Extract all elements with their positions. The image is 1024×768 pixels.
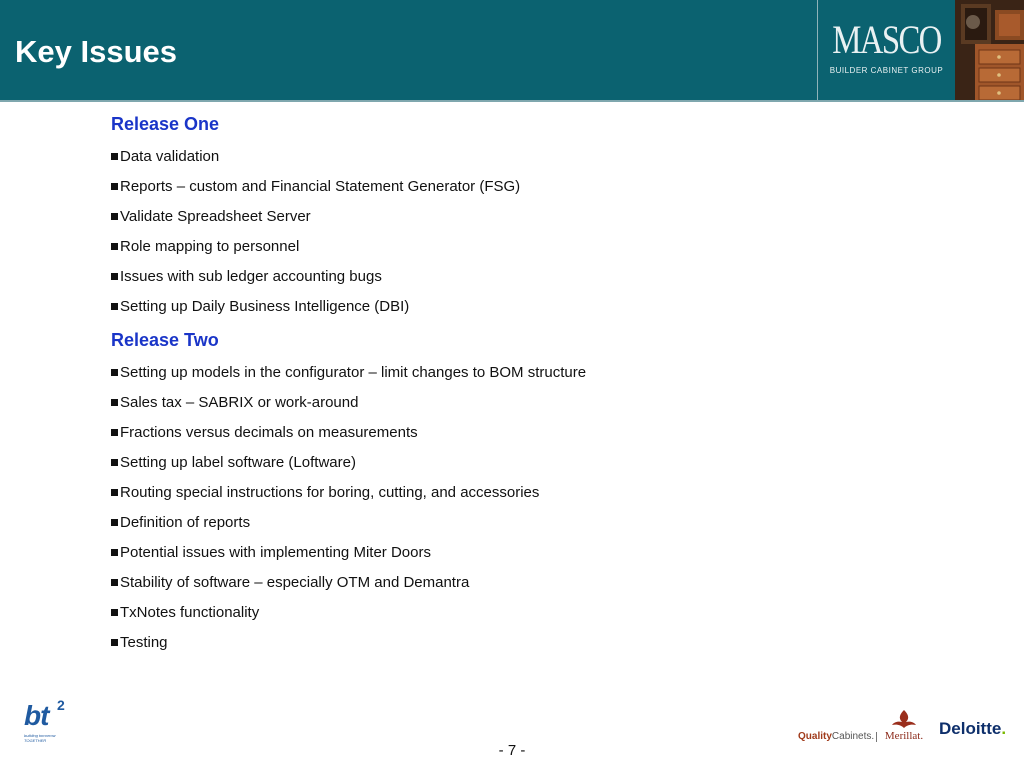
square-bullet-icon xyxy=(111,243,118,250)
page-number: - 7 - xyxy=(498,742,526,759)
masco-logo-subtitle: BUILDER CABINET GROUP xyxy=(829,66,944,75)
list-item xyxy=(111,538,871,568)
list-item xyxy=(111,598,871,628)
merillat-logo xyxy=(880,708,928,744)
merillat-logo-name: Merillat. xyxy=(884,730,924,742)
list-item-text: Sales tax – SABRIX or work-around xyxy=(120,394,359,411)
list-item-text: Stability of software – especially OTM and Demantra xyxy=(120,574,470,591)
bt2-logo-tagline: building tomorrow TOGETHER xyxy=(24,733,56,743)
section-heading-release-two: Release Two xyxy=(111,330,219,350)
list-item xyxy=(111,292,871,322)
square-bullet-icon xyxy=(111,519,118,526)
bt2-logo-superscript: 2 xyxy=(57,697,65,713)
list-item xyxy=(111,232,871,262)
list-item xyxy=(111,388,871,418)
deloitte-logo-dot: . xyxy=(1001,719,1007,738)
list-item xyxy=(111,418,871,448)
list-item xyxy=(111,202,871,232)
list-item xyxy=(111,568,871,598)
list-item-text: Fractions versus decimals on measurements xyxy=(120,424,418,441)
section-heading-release-one: Release One xyxy=(111,114,220,134)
list-item-text: Reports – custom and Financial Statement Generator (FSG) xyxy=(120,178,521,195)
square-bullet-icon xyxy=(111,369,118,376)
square-bullet-icon xyxy=(111,153,118,160)
list-item xyxy=(111,628,871,658)
list-item-text: Definition of reports xyxy=(120,514,251,531)
square-bullet-icon xyxy=(111,549,118,556)
list-item-text: Routing special instructions for boring, cutting, and accessories xyxy=(120,484,540,501)
list-item xyxy=(111,508,871,538)
square-bullet-icon xyxy=(111,399,118,406)
square-bullet-icon xyxy=(111,579,118,586)
deloitte-logo xyxy=(939,719,1006,739)
square-bullet-icon xyxy=(111,489,118,496)
square-bullet-icon xyxy=(111,303,118,310)
release-one-list xyxy=(111,142,871,322)
list-item xyxy=(111,172,871,202)
list-item-text: Setting up Daily Business Intelligence (DBI) xyxy=(120,298,410,315)
masco-logo xyxy=(820,0,953,100)
list-item xyxy=(111,142,871,172)
list-item-text: Data validation xyxy=(120,148,220,165)
release-two-list xyxy=(111,358,871,658)
list-item xyxy=(111,448,871,478)
masco-logo-name: MASCO xyxy=(832,17,941,62)
list-item-text: Testing xyxy=(120,634,168,651)
list-item-text: Potential issues with implementing Miter Doors xyxy=(120,544,431,561)
square-bullet-icon xyxy=(111,273,118,280)
list-item-text: Validate Spreadsheet Server xyxy=(120,208,311,225)
quality-cabinets-logo-bold: Quality xyxy=(798,731,832,742)
square-bullet-icon xyxy=(111,459,118,466)
cabinet-photo xyxy=(955,0,1024,100)
bt2-logo xyxy=(24,698,76,750)
page-title: Key Issues xyxy=(15,34,177,69)
header-band xyxy=(0,0,1024,102)
list-item-text: TxNotes functionality xyxy=(120,604,260,621)
square-bullet-icon xyxy=(111,639,118,646)
square-bullet-icon xyxy=(111,429,118,436)
square-bullet-icon xyxy=(111,213,118,220)
deloitte-logo-name: Deloitte xyxy=(939,719,1002,738)
quality-cabinets-logo xyxy=(798,731,874,743)
list-item-text: Setting up models in the configurator – limit changes to BOM structure xyxy=(120,364,587,381)
merillat-emblem-icon xyxy=(880,708,928,730)
list-item xyxy=(111,478,871,508)
list-item-text: Role mapping to personnel xyxy=(120,238,300,255)
square-bullet-icon xyxy=(111,609,118,616)
header-divider xyxy=(817,0,818,100)
issues-content xyxy=(111,112,871,658)
list-item xyxy=(111,358,871,388)
quality-cabinets-logo-rest: Cabinets. xyxy=(831,731,875,742)
square-bullet-icon xyxy=(111,183,118,190)
list-item xyxy=(111,262,871,292)
list-item-text: Issues with sub ledger accounting bugs xyxy=(120,268,382,285)
logo-separator xyxy=(876,732,877,742)
bt2-logo-mark: bt xyxy=(24,700,49,731)
list-item-text: Setting up label software (Loftware) xyxy=(120,454,356,471)
